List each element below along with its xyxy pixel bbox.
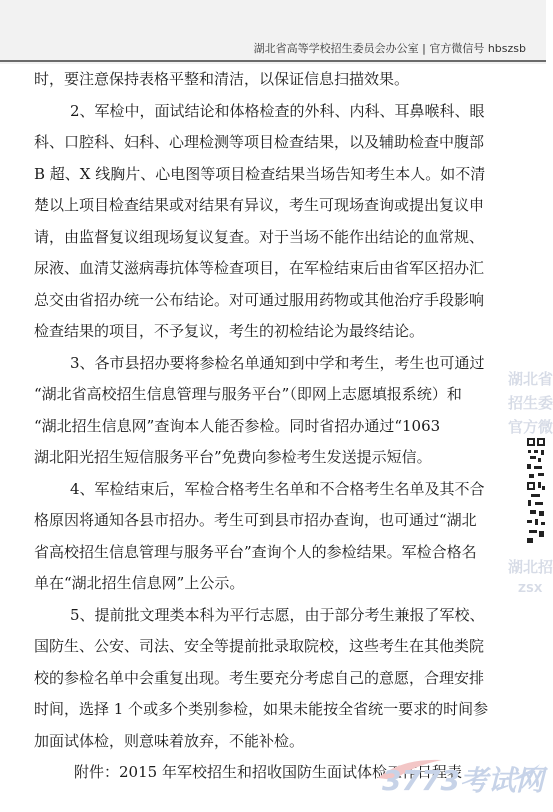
body-text-line: 校的参检名单中会重复出现。考生要充分考虑自己的意愿，合理安排 — [34, 668, 485, 687]
watermark-side-3: 官方微 — [508, 418, 553, 436]
body-text-line: 请，由监督复议组现场复议复查。对于当场不能作出结论的血常规、 — [34, 227, 485, 246]
watermark-side-4: 湖北招 — [508, 558, 553, 576]
body-text-line: 3、各市县招办要将参检名单通知到中学和考生，考生也可通过 — [70, 353, 485, 372]
page-header — [0, 0, 546, 64]
document-body — [34, 64, 518, 789]
site-logo-watermark — [372, 750, 542, 800]
body-text-line: 楚以上项目检查结果或对结果有异议，考生可现场查询或提出复议申 — [34, 196, 485, 214]
body-text-line: 总交由省招办统一公布结论。对可通过服用药物或其他治疗手段影响 — [34, 290, 485, 309]
body-text-line: 单在“湖北招生信息网”上公示。 — [34, 574, 245, 592]
body-text-line: “湖北省高校招生信息管理与服务平台”（即网上志愿填报系统）和 — [34, 385, 462, 403]
body-text-line: 格原因将通知各县市招办。考生可到县市招办查询，也可通过“湖北 — [34, 511, 477, 529]
body-text-line: 4、军检结束后，军检合格考生名单和不合格考生名单及其不合 — [70, 479, 485, 498]
body-text-line: 时，要注意保持表格平整和清洁，以保证信息扫描效果。 — [34, 70, 410, 88]
watermark-side-1: 湖北省 — [508, 370, 553, 388]
body-text-line: 2、军检中，面试结论和体格检查的外科、内科、耳鼻喉科、眼 — [70, 101, 485, 120]
body-text-line: 5、提前批文理类本科为平行志愿，由于部分考生兼报了军校、 — [70, 605, 485, 624]
body-text-line: 尿液、血清艾滋病毒抗体等检查项目，在军检结束后由省军区招办汇 — [34, 259, 485, 277]
body-text-line: 省高校招生信息管理与服务平台”查询个人的参检结果。军检合格名 — [34, 542, 477, 561]
body-text-line: 国防生、公安、司法、安全等提前批录取院校，这些考生在其他类院 — [34, 637, 485, 655]
header-text: 湖北省高等学校招生委员会办公室 | 官方微信号 hbszsb — [253, 42, 526, 55]
body-text-line: 时间，选择 1 个或多个类别参检，如果未能按全省统一要求的时间参 — [34, 700, 489, 718]
header-divider — [0, 60, 546, 62]
watermark-side-2: 招生委 — [508, 394, 553, 412]
watermark-side-5: ZSX — [518, 582, 543, 595]
site-logo-text: 3773考试网 — [382, 764, 544, 797]
attachment-line: 附件：2015 年军校招生和招收国防生面试体检工作日程表 — [74, 763, 462, 781]
body-text-line: 科、口腔科、妇科、心理检测等项目检查结果，以及辅助检查中腹部 — [34, 133, 485, 151]
body-text-line: 检查结果的项目，不予复议，考生的初检结论为最终结论。 — [34, 322, 425, 340]
qr-code-image — [526, 436, 546, 546]
body-text-line: 湖北阳光招生短信服务平台”免费向参检考生发送提示短信。 — [34, 448, 432, 466]
body-text-line: 加面试体检，则意味着放弃，不能补检。 — [34, 731, 305, 750]
body-text-line: “湖北招生信息网”查询本人能否参检。同时省招办通过“1063 — [34, 416, 441, 435]
body-text-line: B 超、X 线胸片、心电图等项目检查结果当场告知考生本人。如不清 — [34, 164, 486, 183]
